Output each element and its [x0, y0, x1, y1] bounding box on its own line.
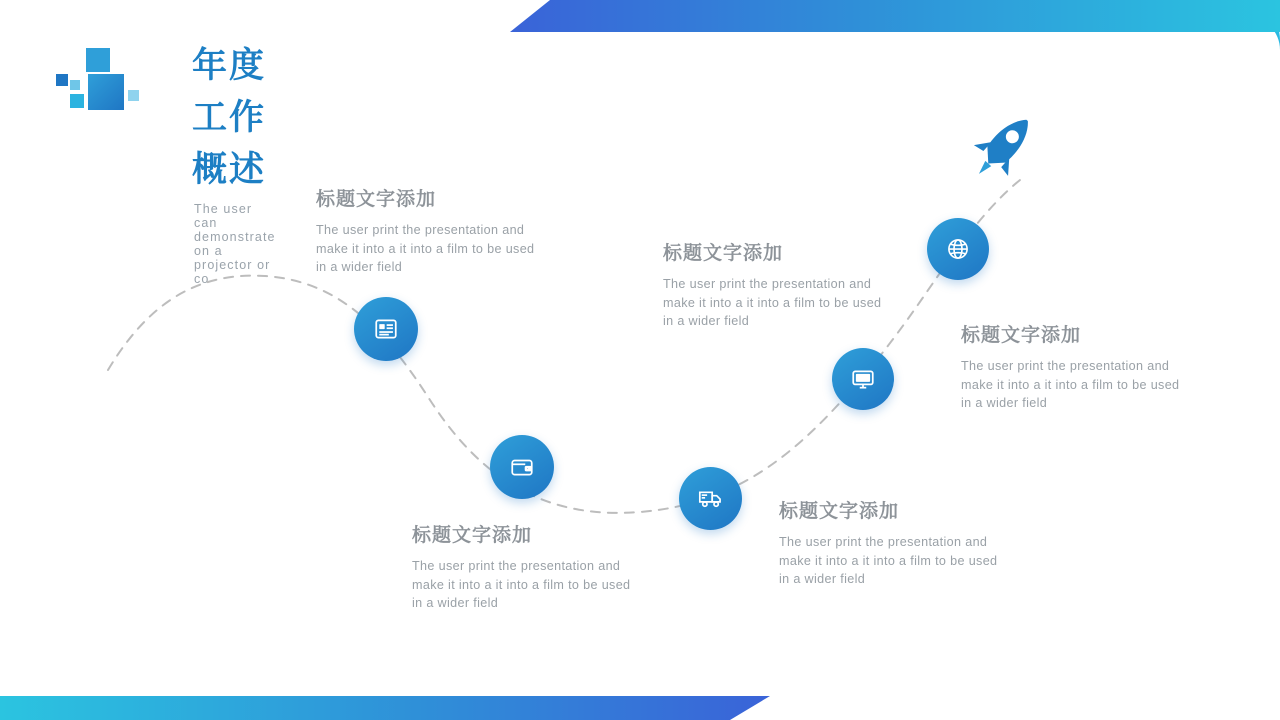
truck-icon — [697, 485, 724, 512]
item-body: The user print the presentation and make it into a it into a film to be used in a wider field — [779, 535, 998, 586]
globe-icon — [945, 236, 971, 262]
item-title: 标题文字添加 — [663, 242, 784, 264]
item-body: The user print the presentation and make it into a it into a film to be used in a wider field — [663, 277, 882, 328]
item-title: 标题文字添加 — [779, 500, 900, 522]
item-body: The user print the presentation and make it into a it into a film to be used in a wider field — [316, 223, 535, 274]
item-body: The user print the presentation and make it into a it into a film to be used in a wider field — [412, 559, 631, 610]
text-step-1 — [316, 184, 546, 277]
text-step-3 — [779, 496, 1003, 589]
node-step-5[interactable] — [927, 218, 989, 280]
node-step-3[interactable] — [679, 467, 742, 530]
node-step-1[interactable] — [354, 297, 418, 361]
monitor-icon — [850, 366, 876, 392]
item-title: 标题文字添加 — [316, 188, 437, 210]
text-step-4 — [663, 238, 895, 331]
text-step-2 — [412, 520, 644, 613]
dashed-curve — [108, 180, 1020, 513]
node-step-2[interactable] — [490, 435, 554, 499]
node-step-4[interactable] — [832, 348, 894, 410]
item-title: 标题文字添加 — [961, 324, 1082, 346]
document-icon — [373, 316, 399, 342]
wallet-icon — [509, 454, 535, 480]
text-step-5 — [961, 320, 1191, 413]
item-body: The user print the presentation and make it into a it into a film to be used in a wider field — [961, 359, 1180, 410]
rocket-icon — [962, 105, 1044, 189]
page-title: 年度工作概述 — [192, 46, 267, 190]
item-title: 标题文字添加 — [412, 524, 533, 546]
page-subtitle: The user can demonstrate on a projector or co — [194, 202, 276, 286]
